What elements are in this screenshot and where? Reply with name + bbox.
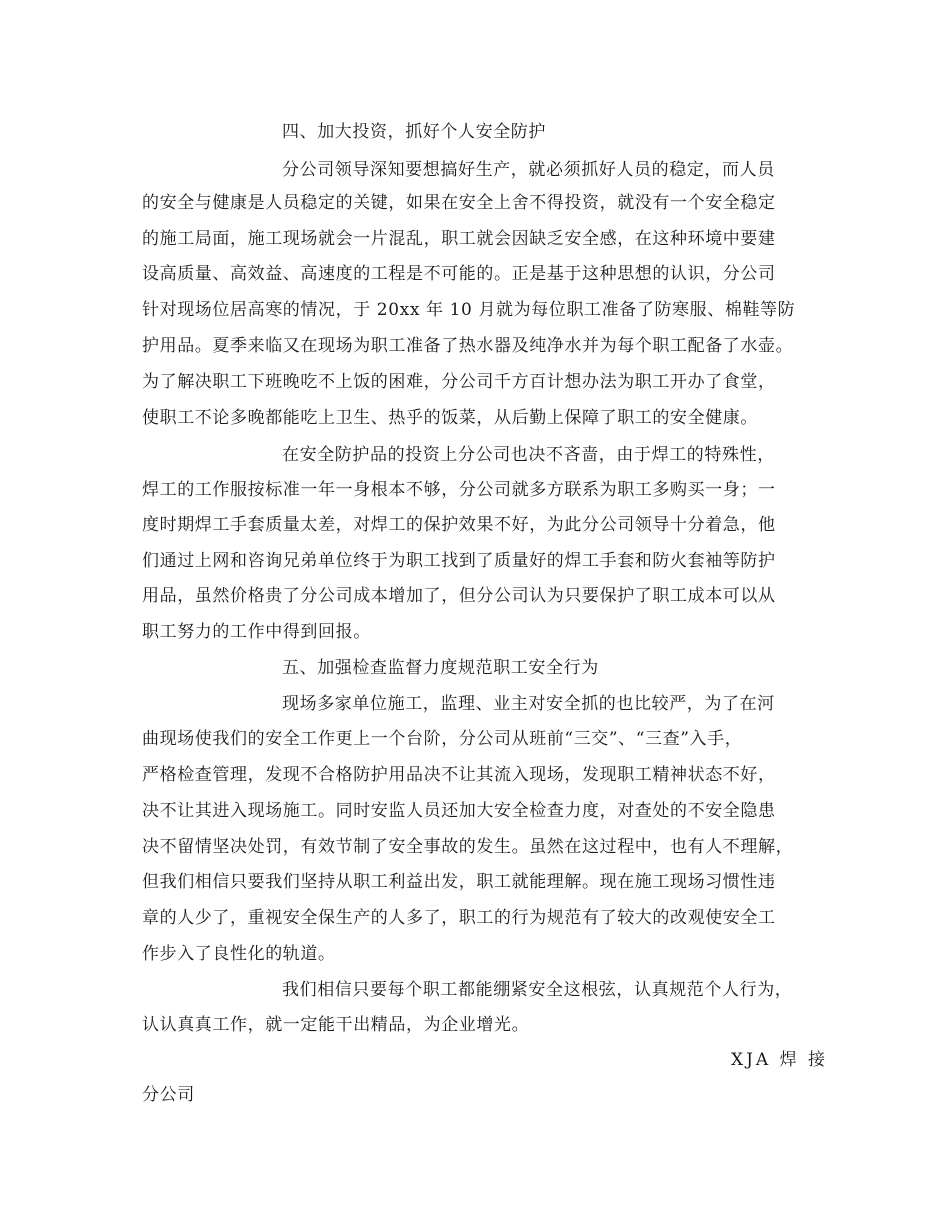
paragraph-line: 现场多家单位施工，监理、业主对安全抓的也比较严，为了在河	[282, 694, 775, 714]
paragraph-line: 职工努力的工作中得到回报。	[142, 622, 371, 642]
signature-line-2: 分公司	[142, 1085, 195, 1105]
paragraph-line: 用品，虽然价格贵了分公司成本增加了，但分公司认为只要保护了职工成本可以从	[142, 586, 776, 606]
paragraph-line: 们通过上网和咨询兄弟单位终于为职工找到了质量好的焊工手套和防火套袖等防护	[142, 551, 776, 571]
paragraph-line: 分公司领导深知要想搞好生产，就必须抓好人员的稳定，而人员	[282, 160, 775, 180]
paragraph-line: 但我们相信只要我们坚持从职工利益出发，职工就能理解。现在施工现场习惯性违	[142, 872, 776, 892]
paragraph-line: 在安全防护品的投资上分公司也决不吝啬，由于焊工的特殊性，	[282, 445, 775, 465]
paragraph-line: 章的人少了，重视安全保生产的人多了，职工的行为规范有了较大的改观使安全工	[142, 908, 776, 928]
paragraph-line: 严格检查管理，发现不合格防护用品决不让其流入现场，发现职工精神状态不好，	[142, 765, 776, 785]
paragraph-line: 焊工的工作服按标准一年一身根本不够，分公司就多方联系为职工多购买一身；一	[142, 480, 776, 500]
paragraph-line: 针对现场位居高寒的情况，于 20xx 年 10 月就为每位职工准备了防寒服、棉鞋等防	[142, 300, 796, 320]
paragraph-line: 为了解决职工下班晚吃不上饭的困难，分公司千方百计想办法为职工开办了食堂，	[142, 372, 776, 392]
paragraph-line: 使职工不论多晚都能吃上卫生、热乎的饭菜，从后勤上保障了职工的安全健康。	[142, 408, 758, 428]
paragraph-line: 设高质量、高效益、高速度的工程是不可能的。正是基于这种思想的认识，分公司	[142, 264, 776, 284]
paragraph-line: 认认真真工作，就一定能干出精品，为企业增光。	[142, 1015, 530, 1035]
paragraph-line: 作步入了良性化的轨道。	[142, 944, 336, 964]
paragraph-line: 护用品。夏季来临又在现场为职工准备了热水器及纯净水并为每个职工配备了水壶。	[142, 336, 794, 356]
paragraph-line: 的施工局面，施工现场就会一片混乱，职工就会因缺乏安全感，在这种环境中要建	[142, 229, 776, 249]
paragraph-line: 决不让其进入现场施工。同时安监人员还加大安全检查力度，对查处的不安全隐患	[142, 801, 776, 821]
paragraph-line: 我们相信只要每个职工都能绷紧安全这根弦，认真规范个人行为，	[282, 980, 793, 1000]
paragraph-line: 决不留情坚决处罚，有效节制了安全事故的发生。虽然在这过程中，也有人不理解，	[142, 837, 794, 857]
paragraph-line: 曲现场使我们的安全工作更上一个台阶，分公司从班前“三交”、“三查”入手，	[142, 729, 743, 749]
section-4-heading: 四、加大投资，抓好个人安全防护	[282, 122, 546, 142]
section-5-heading: 五、加强检查监督力度规范职工安全行为	[282, 658, 599, 678]
paragraph-line: 度时期焊工手套质量太差，对焊工的保护效果不好，为此分公司领导十分着急，他	[142, 515, 776, 535]
paragraph-line: 的安全与健康是人员稳定的关键，如果在安全上舍不得投资，就没有一个安全稳定	[142, 193, 776, 213]
signature-line-1: XJA 焊 接	[731, 1050, 829, 1070]
